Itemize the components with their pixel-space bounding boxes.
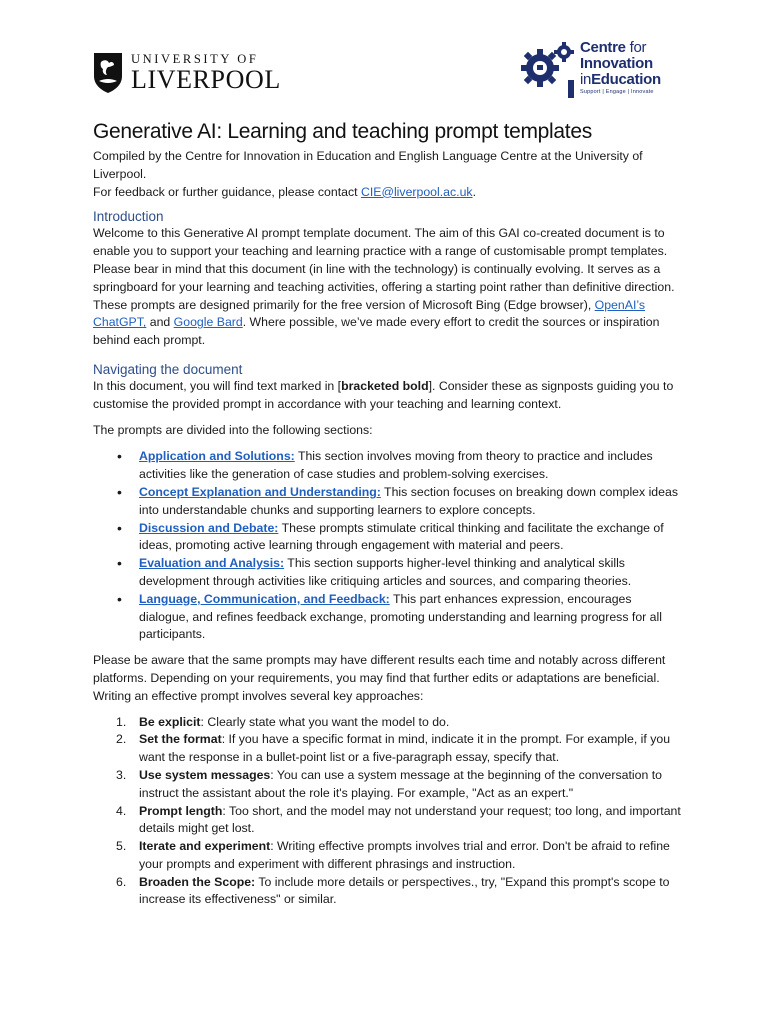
- cie-tagline: Support | Engage | Innovate: [580, 89, 654, 95]
- nav-text-prefix: In this document, you will find text marked in [: [93, 378, 342, 393]
- tip-text: : Clearly state what you want the model to do.: [200, 714, 450, 729]
- list-item: [116, 714, 683, 732]
- section-desc: This section involves moving from theory to practice and includes activities like the generation of case studies and problem-solving exercises.: [139, 449, 653, 482]
- cie-line1-rest: for: [625, 39, 647, 56]
- navigating-heading: Navigating the document: [93, 361, 243, 377]
- tip-number: 1.: [116, 714, 127, 729]
- tip-text: : Too short, and the model may not understand your request; too long, and important details might get lost.: [139, 803, 681, 836]
- navigating-paragraph: [93, 378, 683, 414]
- list-item: [116, 874, 683, 910]
- list-item: [139, 484, 683, 520]
- university-of-liverpool-logo: [93, 50, 281, 96]
- crest-icon: [93, 52, 123, 94]
- introduction-heading: Introduction: [93, 209, 164, 225]
- tip-number: 2.: [116, 732, 127, 747]
- sections-intro: The prompts are divided into the following sections:: [93, 422, 373, 437]
- compiled-by-text: Compiled by the Centre for Innovation in Education and English Language Centre at the University of Liverpool.: [93, 149, 643, 181]
- awareness-paragraph: Please be aware that the same prompts may have different results each time and notably across different platforms. Depending on your requirements, you may find that further edits or adaptations are beneficial. Writing an effective prompt involves several key approaches:: [93, 653, 666, 703]
- list-item: [139, 591, 683, 644]
- section-desc: This part enhances expression, encourages dialogue, and refines feedback exchange, promoting understanding and learning progress for all participants.: [139, 591, 662, 642]
- list-item: [116, 731, 683, 767]
- feedback-suffix: .: [472, 184, 476, 199]
- tip-title: Set the format: [139, 732, 222, 747]
- cie-logo: [518, 40, 661, 100]
- tip-number: 6.: [116, 874, 127, 889]
- list-item: [116, 767, 683, 803]
- tip-number: 4.: [116, 803, 127, 818]
- tip-number: 5.: [116, 839, 127, 854]
- tip-text: : You can use a system message at the beginning of the conversation to instruct the assistant about the role it's playing. For example, "Act as an expert.": [139, 767, 662, 800]
- intro-text-2: . Where possible, we’ve made every effort to credit the sources or inspiration behind each prompt.: [93, 315, 660, 348]
- tip-text: : If you have a specific format in mind, indicate it in the prompt. For example, if you want the response in a bullet-point list or a five-paragraph essay, specify that.: [139, 732, 671, 765]
- intro-text-1: Welcome to this Generative AI prompt template document. The aim of this GAI co-created document is to enable you to support your teaching and learning practice with a range of customisable prompt templates. Please bear in mind that this document (in line with the technology) is continually evolving. It serves as a springboard for your learning and teaching activities, offering a starting point rather than definitive direction. These prompts are designed primarily for the free version of Microsoft Bing (Edge browser),: [93, 226, 675, 312]
- feedback-email-link[interactable]: CIE@liverpool.ac.uk: [360, 184, 473, 199]
- tip-title: Broaden the Scope:: [139, 874, 256, 889]
- cie-line3-prefix: in: [580, 71, 592, 88]
- tip-text: To include more details or perspectives., try, "Expand this prompt's scope to increase its effectiveness" or similar.: [139, 874, 670, 907]
- tip-title: Prompt length: [139, 803, 223, 818]
- introduction-paragraph: [93, 225, 683, 350]
- feedback-prefix: For feedback or further guidance, please contact: [93, 184, 361, 199]
- cie-line2: Innovation: [580, 55, 653, 72]
- list-item: [139, 448, 683, 484]
- chatgpt-link[interactable]: OpenAI’s ChatGPT,: [93, 297, 646, 330]
- document-body: [93, 120, 683, 909]
- uol-logo-line1: UNIVERSITY OF: [131, 51, 259, 66]
- section-link-evaluation[interactable]: Evaluation and Analysis:: [139, 556, 285, 571]
- section-link-concept[interactable]: Concept Explanation and Understanding:: [139, 484, 381, 499]
- section-link-discussion[interactable]: Discussion and Debate:: [139, 520, 279, 535]
- sections-list: [93, 448, 683, 644]
- section-desc: This section supports higher-level thinking and analytical skills development through activities like critiquing articles and sources, and comparing theories.: [139, 556, 632, 588]
- cie-line3-bold: Education: [591, 71, 661, 88]
- uol-logo-line2: LIVERPOOL: [131, 65, 281, 95]
- list-item: [116, 838, 683, 874]
- nav-text-suffix: ]. Consider these as signposts guiding you to customise the provided prompt in accordance with your teaching and learning context.: [93, 378, 674, 411]
- section-desc: This section focuses on breaking down complex ideas into understandable chunks and supporting learners to explore concepts.: [139, 484, 678, 517]
- feedback-line: [93, 184, 683, 202]
- tip-number: 3.: [116, 767, 127, 782]
- section-link-language[interactable]: Language, Communication, and Feedback:: [139, 591, 390, 606]
- google-bard-link[interactable]: Google Bard: [173, 315, 243, 330]
- tip-title: Be explicit: [139, 714, 201, 729]
- section-desc: These prompts stimulate critical thinking and facilitate the exchange of ideas, promoting active learning through engagement with material and peers.: [139, 520, 664, 553]
- section-link-application[interactable]: Application and Solutions:: [139, 449, 295, 464]
- tip-title: Use system messages: [139, 767, 271, 782]
- tip-text: : Writing effective prompts involves trial and error. Don't be afraid to refine your prompts and experiment with different phrasings and instruction.: [139, 839, 670, 871]
- tip-title: Iterate and experiment: [139, 839, 271, 854]
- cie-line1-bold: Centre: [580, 39, 626, 56]
- document-title: Generative AI: Learning and teaching prompt templates: [93, 120, 592, 143]
- gear-icon: [518, 40, 578, 100]
- tips-list: [93, 714, 683, 910]
- nav-text-bold: bracketed bold: [341, 378, 429, 393]
- list-item: [139, 555, 683, 591]
- intro-text-and: and: [146, 315, 174, 330]
- list-item: [116, 803, 683, 839]
- list-item: [139, 520, 683, 556]
